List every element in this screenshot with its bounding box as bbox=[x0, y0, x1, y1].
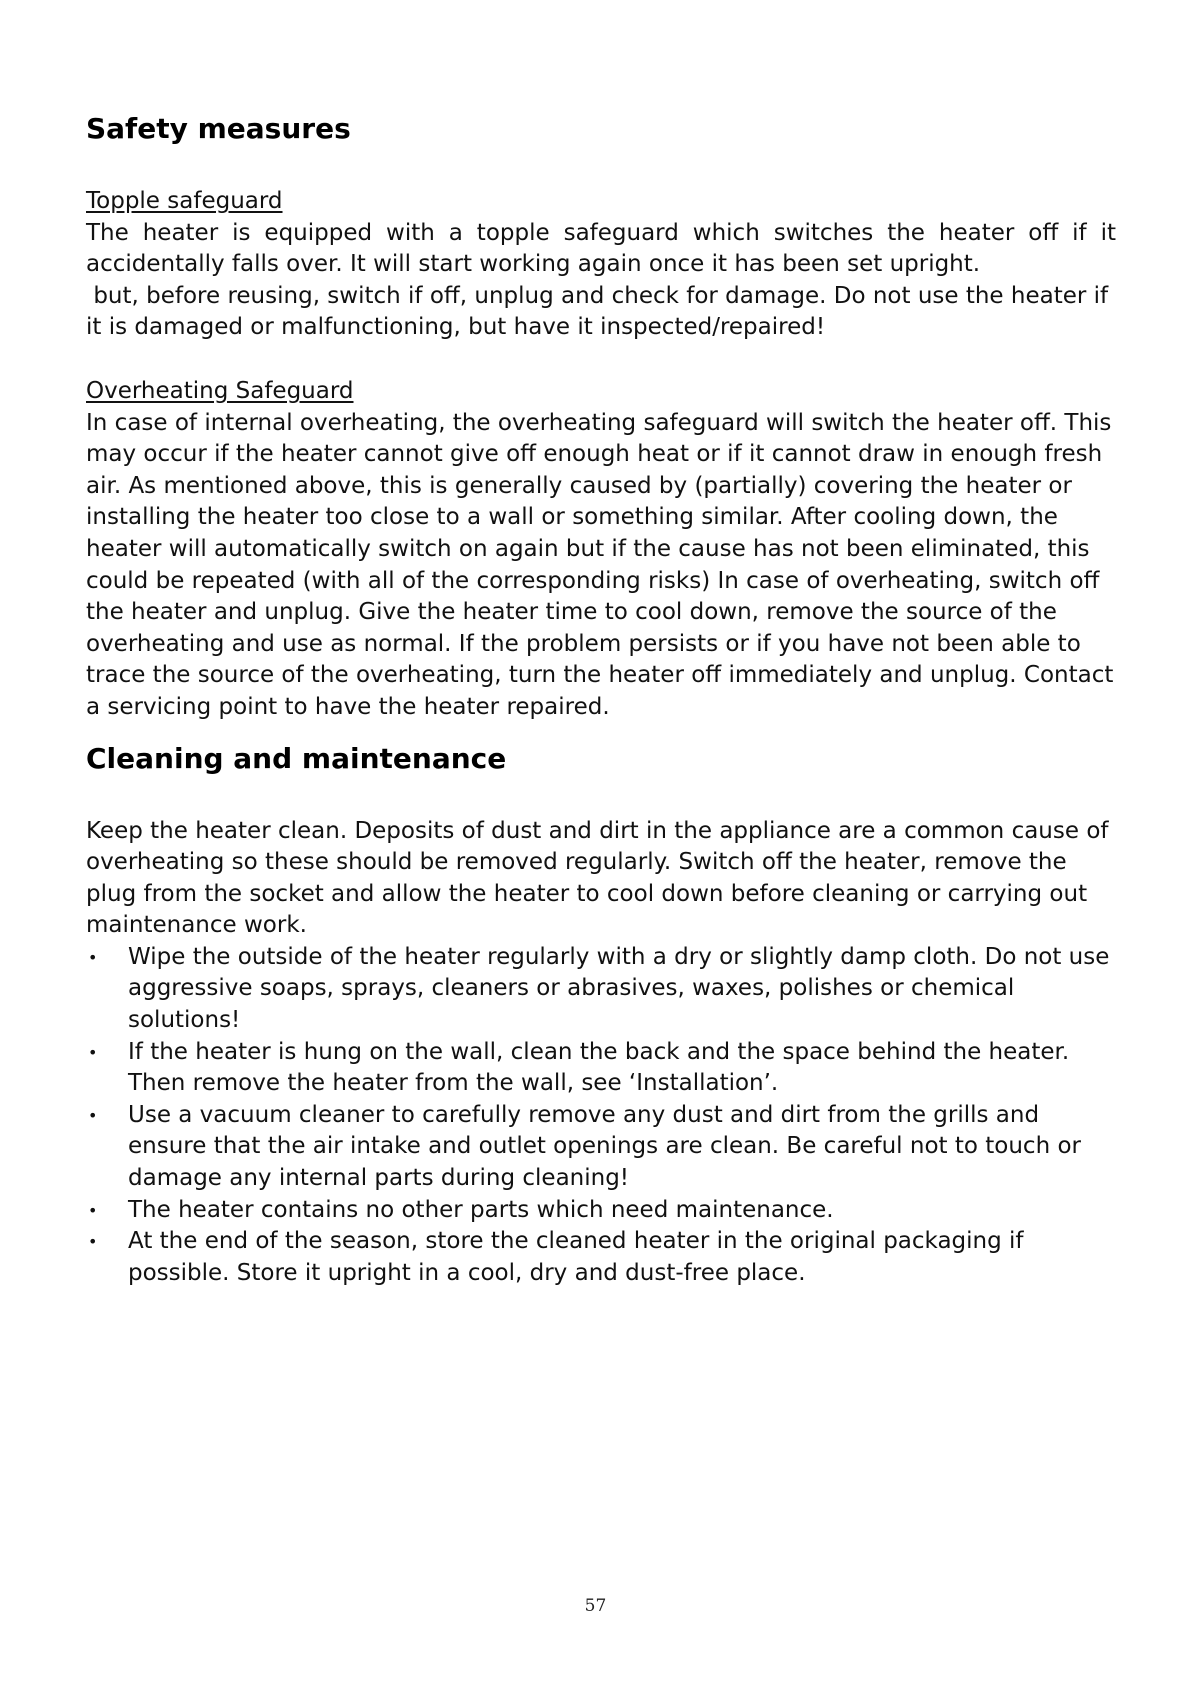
topple-safeguard-subheading: Topple safeguard bbox=[86, 188, 283, 214]
list-item bbox=[86, 1226, 1116, 1289]
overheating-safeguard-paragraph: In case of internal overheating, the overheating safeguard will switch the heater off. This may occur if the heater cannot give off enough heat or if it cannot draw in enough fresh air. As mentioned above, this is generally caused by (partially) covering the heater or installing the heater too close to a wall or something similar. After cooling down, the heater will automatically switch on again but if the cause has not been eliminated, this could be repeated (with all of the corresponding risks) In case of overheating, switch off the heater and unplug. Give the heater time to cool down, remove the source of the overheating and use as normal. If the problem persists or if you have not been able to trace the source of the overheating, turn the heater off immediately and unplug. Contact a servicing point to have the heater repaired. bbox=[86, 409, 1114, 720]
cleaning-intro-paragraph: Keep the heater clean. Deposits of dust and dirt in the appliance are a common cause of overheating so these should be removed regularly. Switch off the heater, remove the plug from the socket and allow the heater to cool down before cleaning or carrying out maintenance work. bbox=[86, 817, 1109, 939]
list-item-text: If the heater is hung on the wall, clean the back and the space behind the heater. Then remove the heater from the wall, see ‘Installation’. bbox=[128, 1038, 1070, 1097]
topple-safeguard-paragraph: The heater is equipped with a topple safeguard which switches the heater off if it accidentally falls over. It will start working again once it has been set upright. bbox=[86, 219, 1116, 278]
list-item bbox=[86, 1100, 1116, 1195]
list-item-text: Wipe the outside of the heater regularly with a dry or slightly damp cloth. Do not use aggressive soaps, sprays, cleaners or abrasives, waxes, polishes or chemical solutions! bbox=[128, 943, 1110, 1034]
topple-safeguard-followup-paragraph: but, before reusing, switch if off, unplug and check for damage. Do not use the heater if it is damaged or malfunctioning, but have it inspected/repaired! bbox=[86, 282, 1116, 341]
list-item-text: Use a vacuum cleaner to carefully remove any dust and dirt from the grills and ensure that the air intake and outlet openings are clean. Be careful not to touch or damage any internal parts during cleaning! bbox=[128, 1101, 1081, 1192]
bullet-icon: • bbox=[88, 1042, 98, 1062]
list-item-text: At the end of the season, store the cleaned heater in the original packaging if possible. Store it upright in a cool, dry and dust-free place. bbox=[128, 1228, 1024, 1286]
cleaning-bullet-list bbox=[86, 942, 1116, 1290]
cleaning-maintenance-heading: Cleaning and maintenance bbox=[86, 741, 507, 775]
list-item bbox=[86, 942, 1116, 1037]
page-number: 57 bbox=[584, 1596, 607, 1616]
overheating-safeguard-subheading: Overheating Safeguard bbox=[86, 377, 354, 404]
list-item bbox=[86, 1195, 1116, 1227]
bullet-icon: • bbox=[88, 1105, 98, 1125]
safety-measures-heading: Safety measures bbox=[86, 112, 351, 145]
bullet-icon: • bbox=[88, 947, 98, 967]
document-page bbox=[86, 112, 1116, 1289]
list-item bbox=[86, 1037, 1116, 1100]
bullet-icon: • bbox=[88, 1232, 98, 1252]
bullet-icon: • bbox=[88, 1200, 98, 1220]
list-item-text: The heater contains no other parts which need maintenance. bbox=[128, 1196, 834, 1223]
